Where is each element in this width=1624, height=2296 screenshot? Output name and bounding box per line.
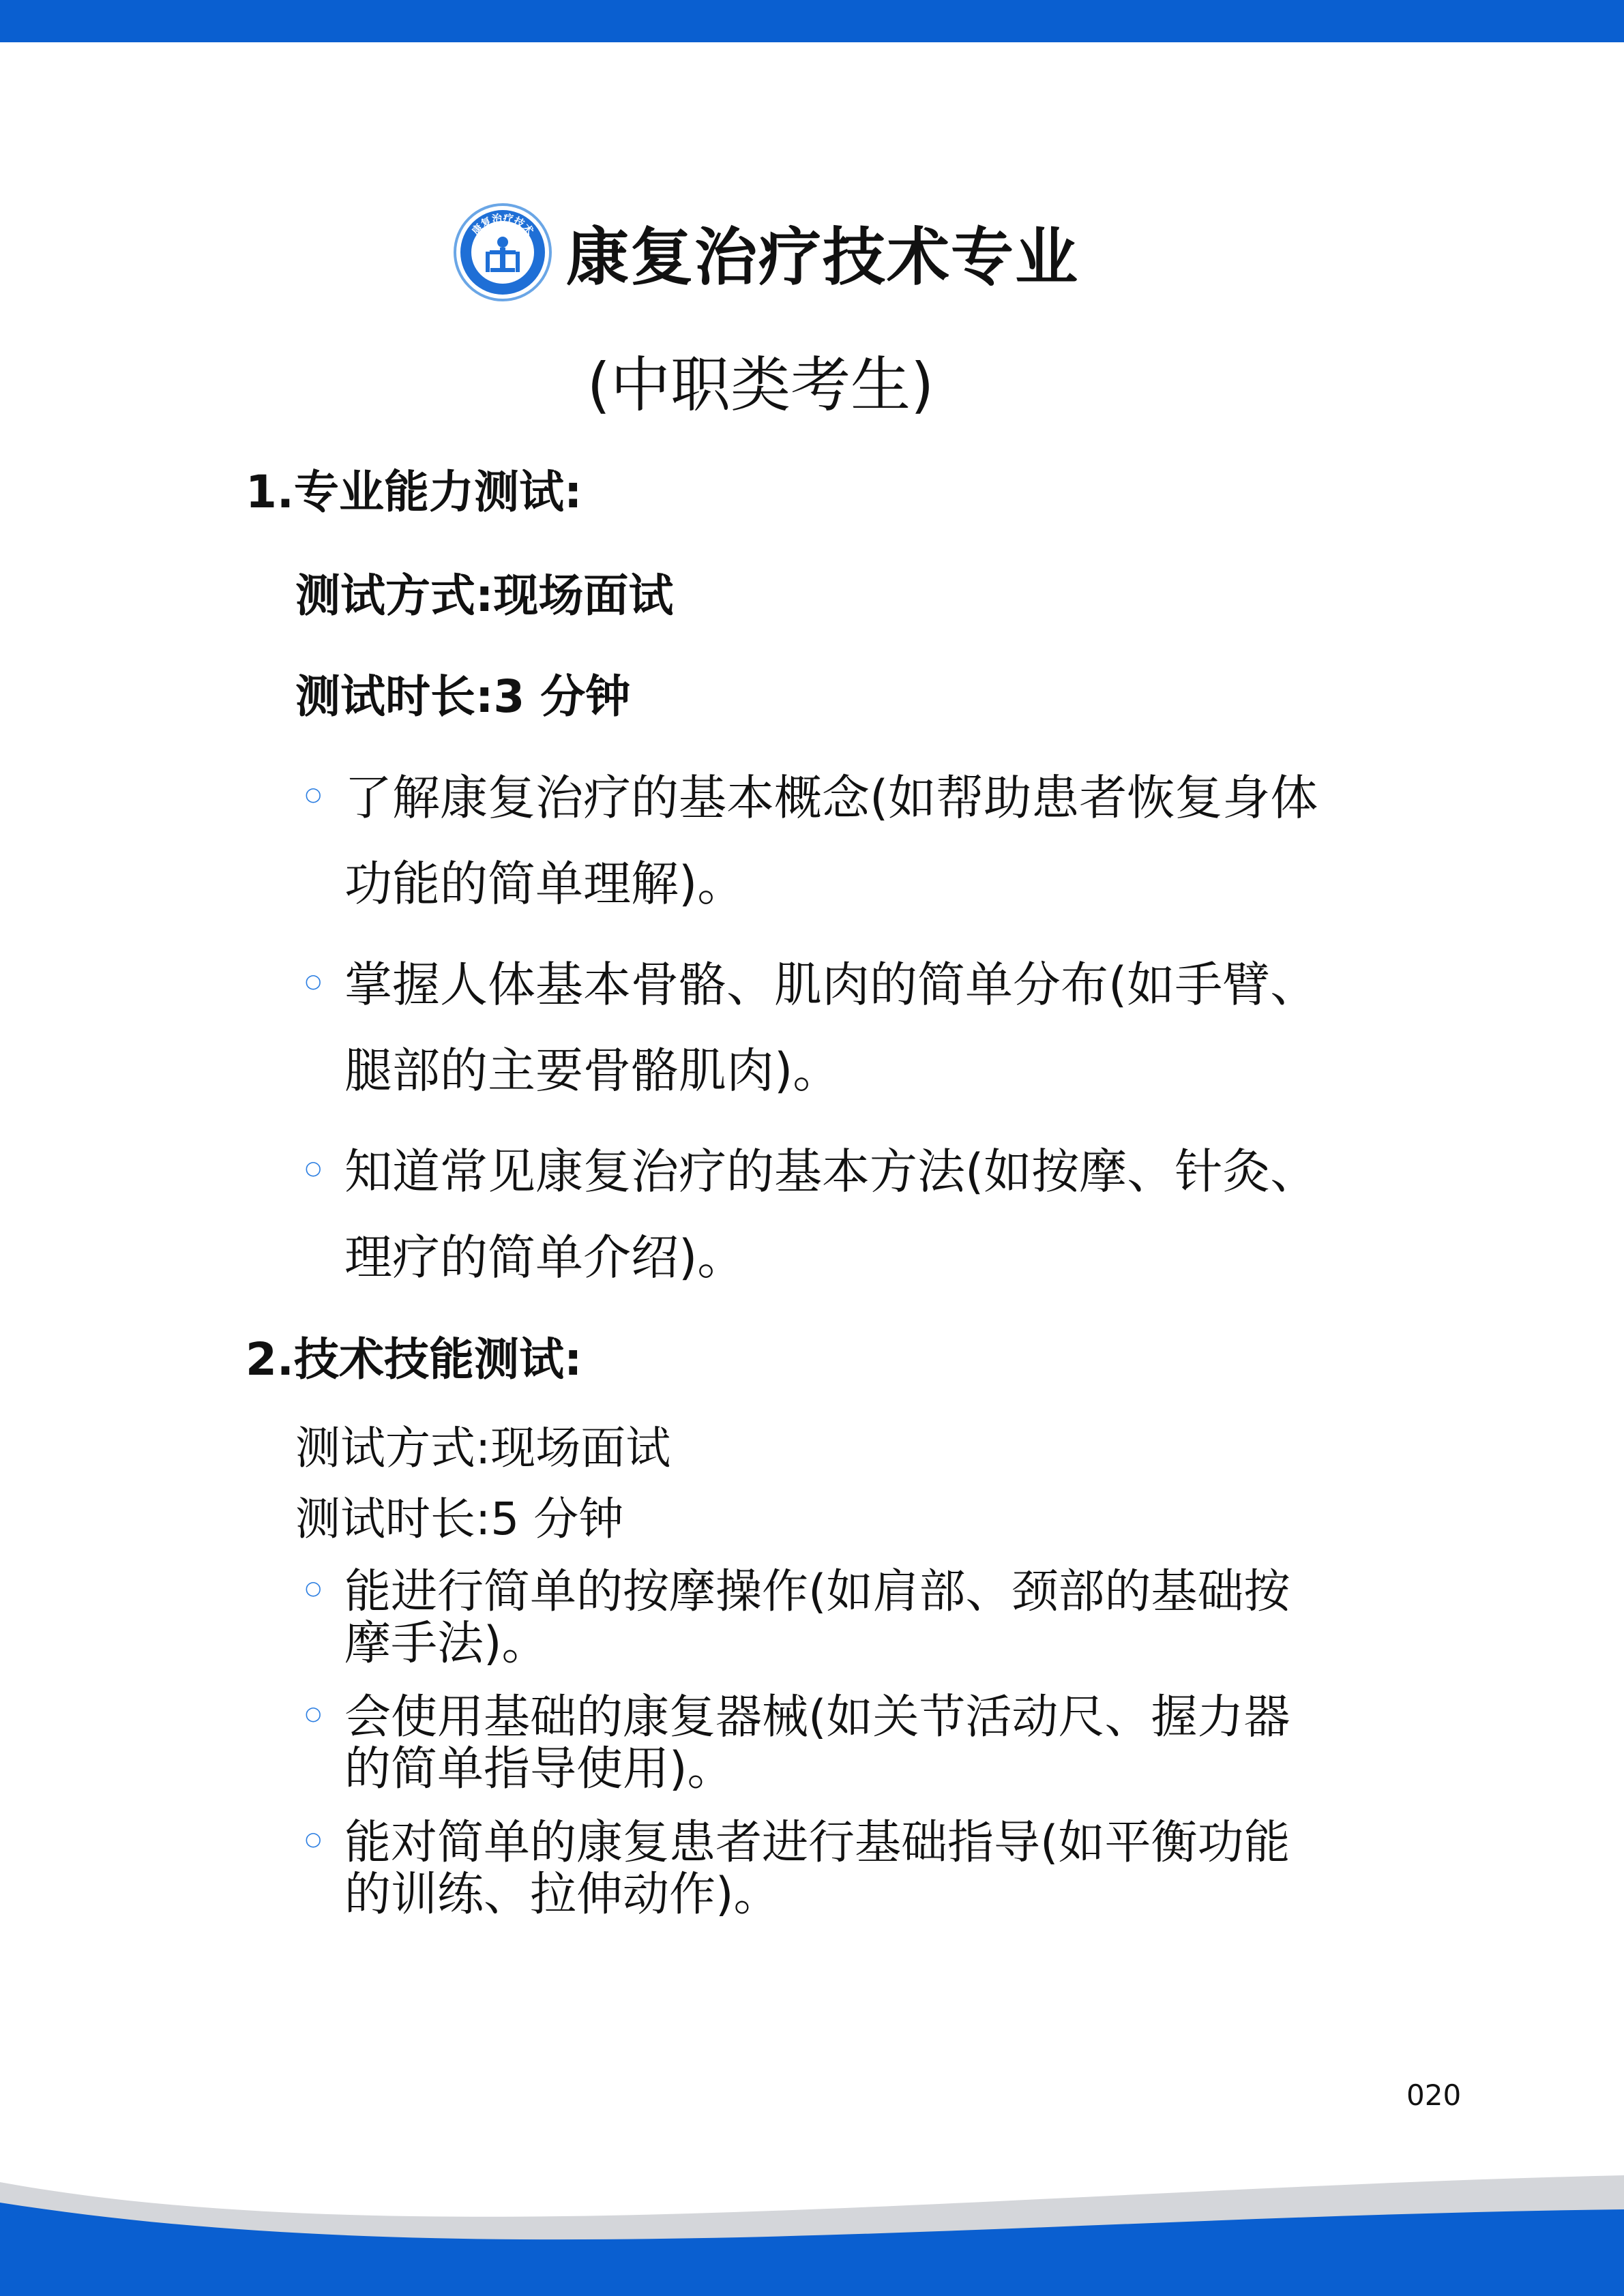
footer-wave [0, 2162, 1624, 2296]
section-heading: 2.技术技能测试: [246, 1333, 582, 1386]
list-item-line: 功能的简单理解)。 [344, 856, 745, 912]
list-item-line: 摩手法)。 [344, 1617, 548, 1671]
circle-bullet-icon: ○ [305, 1577, 322, 1599]
list-item-line: 能进行简单的按摩操作(如肩部、颈部的基础按 [344, 1565, 1290, 1619]
circle-bullet-icon: ○ [305, 1828, 322, 1850]
list-item-line: 会使用基础的康复器械(如关节活动尺、握力器 [344, 1690, 1290, 1744]
test-duration: 测试时长:3 分钟 [295, 670, 631, 723]
top-blue-bar [0, 0, 1624, 42]
list-item-line: 了解康复治疗的基本概念(如帮助患者恢复身体 [344, 770, 1318, 826]
rehab-logo-icon [453, 203, 552, 302]
list-item-line: 掌握人体基本骨骼、肌肉的简单分布(如手臂、 [344, 957, 1318, 1013]
list-item-line: 腿部的主要骨骼肌肉)。 [344, 1043, 841, 1099]
list-item-line: 的训练、拉伸动作)。 [344, 1868, 780, 1922]
circle-bullet-icon: ○ [305, 1702, 322, 1725]
test-duration: 测试时长:5 分钟 [295, 1493, 624, 1545]
page-number: 020 [1406, 2078, 1462, 2112]
list-item-line: 知道常见康复治疗的基本方法(如按摩、针灸、 [344, 1144, 1318, 1199]
circle-bullet-icon: ○ [305, 783, 322, 805]
test-method: 测试方式:现场面试 [295, 569, 674, 622]
list-item-line: 理疗的简单介绍)。 [344, 1229, 745, 1285]
circle-bullet-icon: ○ [305, 970, 322, 992]
list-item-line: 的简单指导使用)。 [344, 1742, 734, 1796]
list-item-line: 能对简单的康复患者进行基础指导(如平衡功能 [344, 1816, 1290, 1870]
section-heading: 1.专业能力测试: [246, 466, 582, 518]
circle-bullet-icon: ○ [305, 1157, 322, 1179]
logo-text: 康复治疗技术 [469, 211, 536, 238]
page-subtitle: (中职类考生) [587, 350, 934, 420]
test-method: 测试方式:现场面试 [295, 1422, 671, 1474]
page-title: 康复治疗技术专业 [566, 221, 1080, 294]
title-row [453, 198, 1079, 307]
